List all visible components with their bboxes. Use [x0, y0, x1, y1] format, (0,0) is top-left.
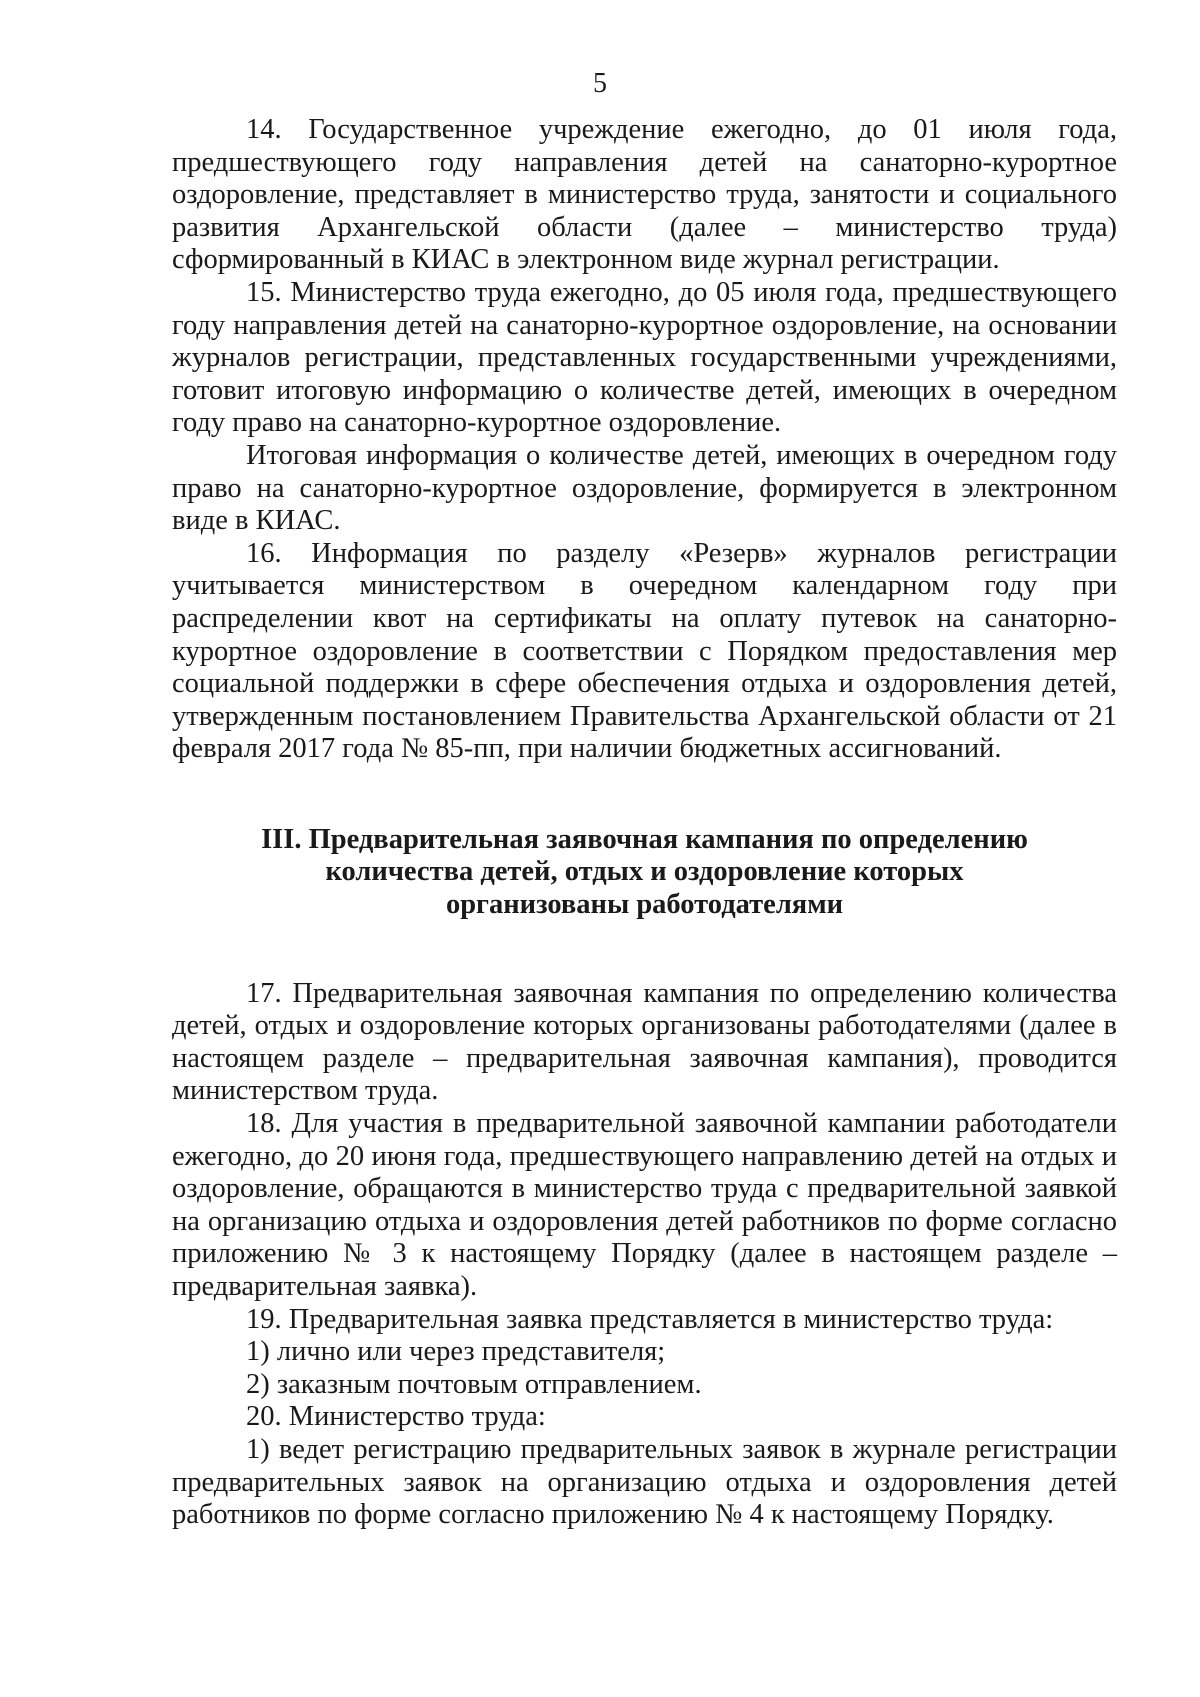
paragraph-14: 14. Государственное учреждение ежегодно, до 01 июля года, предшествующего году направления детей на санаторно-курортное оздоровление, представляет в министерство труда, занятости и социального развития Архангельской области (далее – министерство труда) сформированный в КИАС в электронном виде журнал регистрации.: [172, 114, 1117, 276]
paragraph-19-item-2: 2) заказным почтовым отправлением.: [246, 1368, 702, 1400]
paragraph-19-item-1: 1) лично или через представителя;: [246, 1336, 666, 1368]
section-heading: [172, 824, 1117, 922]
section-heading-line: III. Предварительная заявочная кампания по определению: [261, 823, 1028, 855]
paragraph-20: 20. Министерство труда:: [246, 1401, 546, 1433]
paragraph-17: 17. Предварительная заявочная кампания по определению количества детей, отдых и оздоровление которых организованы работодателями (далее в настоящем разделе – предварительная заявочная кампания), проводится министерством труда.: [172, 977, 1117, 1107]
paragraph-15: 15. Министерство труда ежегодно, до 05 июля года, предшествующего году направления детей на санаторно-курортное оздоровление, на основании журналов регистрации, представленных государственными учреждениями, готовит итоговую информацию о количестве детей, имеющих в очередном году право на санаторно-курортное оздоровление.: [172, 276, 1117, 439]
paragraph-15-continued: Итоговая информация о количестве детей, имеющих в очередном году право на санаторно-курортное оздоровление, формируется в электронном виде в КИАС.: [172, 439, 1117, 537]
page-number: 5: [593, 68, 607, 99]
section-heading-line: количества детей, отдых и оздоровление которых: [325, 856, 964, 888]
paragraph-18: 18. Для участия в предварительной заявочной кампании работодатели ежегодно, до 20 июня года, предшествующего направлению детей на отдых и оздоровление, обращаются в министерство труда с предварительной заявкой на организацию отдыха и оздоровления детей работников по форме согласно приложению № 3 к настоящему Порядку (далее в настоящем разделе – предварительная заявка).: [172, 1108, 1117, 1302]
document-body: [172, 114, 1117, 1532]
paragraph-20-item-1: 1) ведет регистрацию предварительных заявок в журнале регистрации предварительных заявок на организацию отдыха и оздоровления детей работников по форме согласно приложению № 4 к настоящему Порядку.: [172, 1433, 1117, 1531]
paragraph-19: 19. Предварительная заявка представляется в министерство труда:: [246, 1303, 1054, 1335]
paragraph-16: 16. Информация по разделу «Резерв» журналов регистрации учитывается министерством в очередном календарном году при распределении квот на сертификаты на оплату путевок на санаторно-курортное оздоровление в соответствии с Порядком предоставления мер социальной поддержки в сфере обеспечения отдыха и оздоровления детей, утвержденным постановлением Правительства Архангельской области от 21 февраля 2017 года № 85-пп, при наличии бюджетных ассигнований.: [172, 537, 1117, 765]
section-heading-line: организованы работодателями: [445, 889, 844, 921]
